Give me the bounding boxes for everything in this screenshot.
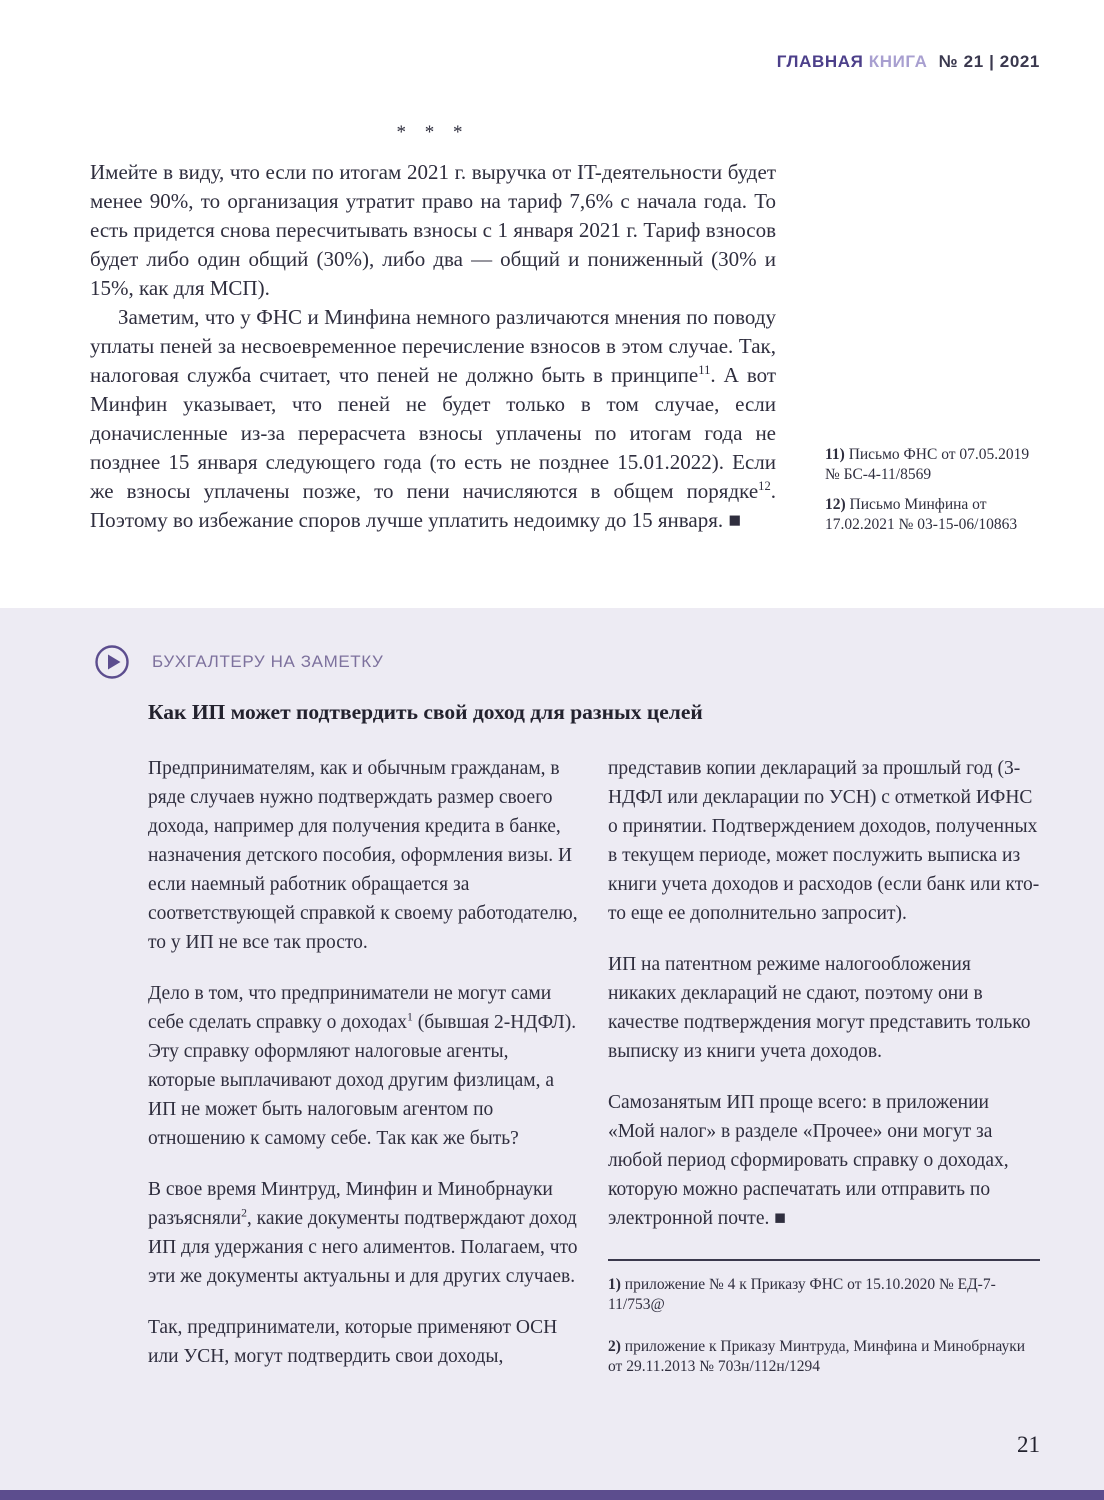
margin-note-text: Письмо Минфина от 17.02.2021 № 03-15-06/10863 — [825, 496, 1018, 533]
note-columns — [148, 754, 1040, 1399]
brand-name-secondary: КНИГА — [868, 52, 928, 71]
note-title: Как ИП может подтвердить свой доход для разных целей — [148, 700, 703, 724]
margin-note-number: 12) — [825, 496, 846, 513]
issue-number: № 21 | 2021 — [938, 52, 1040, 71]
footnote-divider — [608, 1259, 1040, 1261]
note-paragraph: Предпринимателям, как и обычным гражданам, в ряде случаев нужно подтверждать размер своего дохода, например для получения кредита в банке, назначения детского пособия, оформления визы. И если наемный работник обращается за соответствующей справкой к своему работодателю, то у ИП не все так просто. — [148, 758, 578, 953]
footnote-text: приложение к Приказу Минтруда, Минфина и Минобрнауки от 29.11.2013 № 703н/112н/1294 — [608, 1338, 1026, 1375]
note-column-left — [148, 754, 580, 1399]
footnote-ref-2: 2 — [241, 1206, 247, 1220]
note-column-right — [608, 754, 1040, 1399]
article-body — [90, 122, 776, 535]
kicker-row — [94, 644, 383, 680]
note-paragraph: представив копии деклараций за прошлый год (3-НДФЛ или декларации по УСН) с отметкой ИФНС о принятии. Подтверждением доходов, полученных в текущем периоде, может послужить выписка из книги учета доходов и расходов (если банк или кто-то еще ее дополнительно запросит). — [608, 758, 1040, 924]
paragraph-text: , какие документы подтверждают доход ИП для удержания с него алиментов. Полагаем, что эти же документы актуальны и для других случаев. — [148, 1208, 578, 1287]
masthead — [777, 52, 1040, 72]
paragraph-text: В свое время Минтруд, Минфин и Минобрнауки разъясняли — [148, 1179, 553, 1229]
footnote-number: 1) — [608, 1276, 621, 1293]
footnote-text: приложение № 4 к Приказу ФНС от 15.10.2020 № ЕД-7-11/753@ — [608, 1276, 996, 1313]
margin-note-number: 11) — [825, 446, 845, 463]
section-kicker: БУХГАЛТЕРУ НА ЗАМЕТКУ — [152, 652, 384, 671]
note-paragraph — [148, 1175, 580, 1291]
paragraph-text: Дело в том, что предприниматели не могут сами себе сделать справку о доходах — [148, 983, 552, 1033]
margin-note-12 — [825, 495, 1047, 535]
footnote-ref-11: 11 — [698, 363, 711, 377]
play-icon — [94, 644, 130, 680]
article-paragraph-1: Имейте в виду, что если по итогам 2021 г. выручка от IT-деятельности будет менее 90%, то организация утратит право на тариф 7,6% с начала года. То есть придется снова пересчитывать взносы с 1 января 2021 г. Тариф взносов будет либо один общий (30%), либо два — общий и пониженный (30% и 15%, как для МСП). — [90, 160, 776, 300]
margin-note-text: Письмо ФНС от 07.05.2019 № БС-4-11/8569 — [825, 446, 1030, 483]
margin-notes — [825, 445, 1047, 545]
bottom-accent-bar — [0, 1490, 1104, 1500]
paragraph-text: (бывшая 2-НДФЛ). Эту справку оформляют налоговые агенты, которые выплачивают доход другим физлицам, а ИП не может быть налоговым агентом по отношению к самому себе. Так как же быть? — [148, 1012, 577, 1149]
note-panel — [0, 608, 1104, 1500]
note-paragraph: ИП на патентном режиме налогообложения никаких деклараций не сдают, поэтому они в качестве подтверждения могут представить только выписку из книги учета доходов. — [608, 954, 1031, 1062]
brand-name-primary: ГЛАВНАЯ — [776, 52, 864, 71]
article-paragraph-2 — [90, 303, 776, 535]
footnote-1 — [608, 1275, 1040, 1315]
paragraph-text: . А вот Минфин указывает, что пеней не будет только в том случае, если доначисленные из-за перерасчета взносы уплачены по итогам года не позднее 15 января следующего года (то есть не позднее 15.01.2022). Если же взносы уплачены позже, то пени начисляются в общем порядке — [90, 363, 777, 503]
note-paragraph — [148, 979, 580, 1153]
note-paragraph: Самозанятым ИП проще всего: в приложении «Мой налог» в разделе «Прочее» они могут за любой период сформировать справку о доходах, которую можно распечатать или отправить по электронной почте. ■ — [608, 1092, 1009, 1229]
page-number: 21 — [1017, 1432, 1040, 1457]
paragraph-text: Заметим, что у ФНС и Минфина немного различаются мнения по поводу уплаты пеней за несвоевременное перечисление взносов в этом случае. Так, налоговая служба считает, что пеней не должно быть в принципе — [90, 305, 776, 387]
paragraph-text: . Поэтому во избежание споров лучше уплатить недоимку до 15 января. ■ — [90, 479, 776, 532]
note-paragraph: Так, предприниматели, которые применяют ОСН или УСН, могут подтвердить свои доходы, — [148, 1317, 558, 1367]
footnote-ref-12: 12 — [758, 479, 771, 493]
footnote-ref-1: 1 — [407, 1010, 413, 1024]
margin-note-11 — [825, 445, 1047, 485]
footnote-number: 2) — [608, 1338, 621, 1355]
footnote-2 — [608, 1337, 1040, 1377]
section-separator: * * * — [396, 122, 470, 143]
